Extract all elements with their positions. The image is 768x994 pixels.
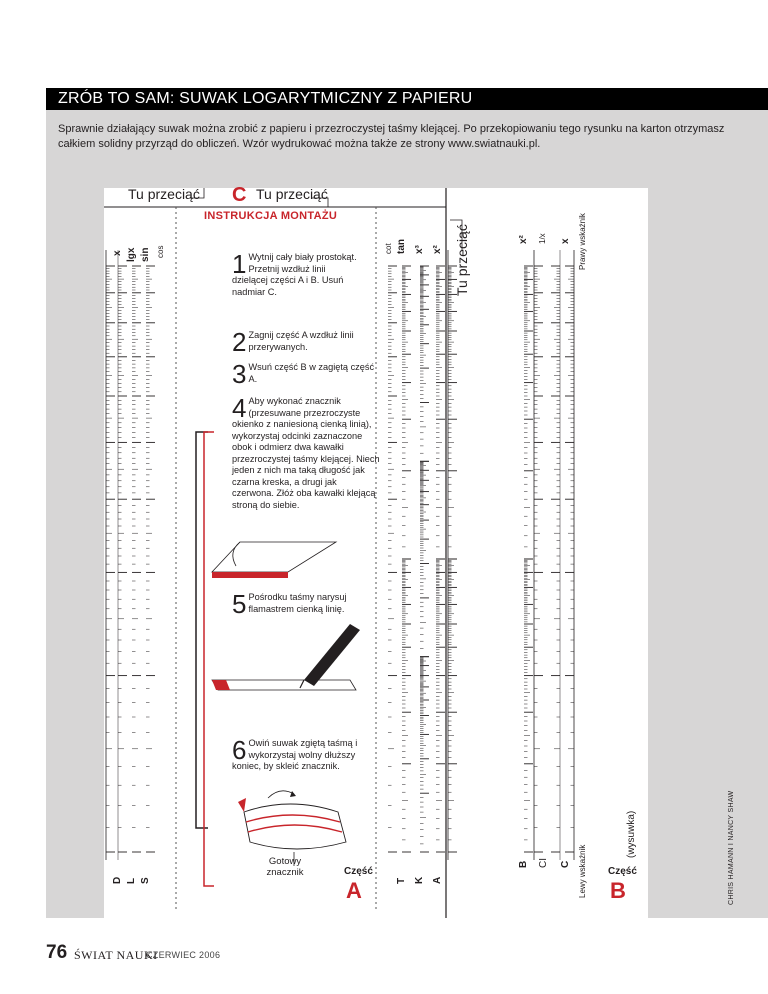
step-3-text: Wsuń część B w zagiętą część A. — [248, 362, 375, 384]
step-1-text: Wytnij cały biały prostokąt. Przetnij wzdłuż linii dzielącej części A i B. Usuń nadmiar C. — [232, 252, 357, 297]
step-3 — [232, 359, 382, 389]
part-c-letter: C — [232, 184, 247, 206]
scale-label-cos: cos — [156, 245, 165, 258]
scale-label-d: D — [112, 876, 123, 884]
scale-label-x: x — [112, 250, 123, 256]
step-5-number: 5 — [232, 589, 247, 619]
scale-label-s: S — [140, 877, 151, 884]
part-b-label: Część — [608, 866, 637, 877]
left-pointer-label: Lewy wskaźnik — [578, 844, 587, 898]
scale-label-cot: cot — [384, 243, 393, 254]
part-a-label: Część — [344, 866, 373, 877]
step-2 — [232, 327, 382, 357]
page-title: ZRÓB TO SAM: SUWAK LOGARYTMICZNY Z PAPIERU — [58, 90, 473, 107]
scale-label-x2-b: x² — [518, 235, 529, 244]
instructions-title: INSTRUKCJA MONTAŻU — [204, 210, 338, 222]
scale-label-a: A — [432, 876, 443, 884]
cut-label-right: Tu przeciąć — [256, 186, 328, 202]
issue-date: CZERWIEC 2006 — [146, 950, 221, 960]
part-a-letter: A — [346, 878, 362, 903]
scale-label-sin: sin — [140, 247, 151, 262]
scale-label-t: T — [396, 877, 407, 884]
intro-paragraph: Sprawnie działający suwak można zrobić z papieru i przezroczystej taśmy klejącej. Po przekopiowaniu tego rysunku na karton otrzymasz całkiem solidny przyrząd do obliczeń. Wzór wydrukować można także ze strony www.swiatnauki.pl. — [58, 123, 725, 150]
step-2-number: 2 — [232, 327, 247, 357]
step-6-number: 6 — [232, 735, 247, 765]
credit-text: CHRIS HAMANN I NANCY SHAW — [728, 790, 735, 905]
step-3-number: 3 — [232, 359, 247, 389]
cut-label-vertical: Tu przeciąć — [454, 224, 470, 296]
step-4-number: 4 — [232, 393, 247, 423]
scale-label-tan: tan — [396, 239, 407, 254]
part-b-letter: B — [610, 878, 626, 903]
pen-illustration — [212, 624, 360, 690]
step-5-text: Pośrodku taśmy narysuj flamastrem cienką linię. — [248, 592, 347, 614]
scale-label-lgx: lgx — [126, 247, 137, 262]
cut-label-left: Tu przeciąć — [128, 186, 200, 202]
scale-label-l: L — [126, 877, 137, 884]
scale-label-b: B — [518, 860, 529, 868]
scale-label-k: K — [414, 876, 425, 884]
scale-label-x3: x³ — [414, 245, 425, 254]
black-length-marker — [196, 432, 208, 828]
step-1 — [232, 249, 362, 298]
scale-label-x-c: x — [560, 238, 571, 244]
marker-illustration — [238, 791, 346, 866]
part-b-note: (wysuwka) — [626, 810, 637, 858]
magazine-name: ŚWIAT NAUKI — [74, 948, 158, 962]
scale-label-c: C — [560, 860, 571, 868]
step-6-text: Owiń suwak zgiętą taśmą i wykorzystaj wolny dłuższy koniec, by skleić znacznik. — [232, 738, 358, 771]
step-4 — [232, 393, 380, 511]
scale-label-x2-a: x² — [432, 245, 443, 254]
step-1-number: 1 — [232, 249, 247, 279]
step-5 — [232, 589, 362, 619]
scale-label-ci: CI — [538, 858, 549, 868]
page-number: 76 — [46, 942, 68, 963]
red-length-marker — [204, 432, 214, 886]
right-pointer-label: Prawy wskaźnik — [578, 213, 587, 270]
scale-label-1x: 1/x — [538, 233, 547, 244]
step-6 — [232, 735, 358, 773]
ready-marker-caption: Gotowy znacznik — [266, 856, 304, 878]
step-2-text: Zagnij część A wzdłuż linii przerywanych. — [248, 330, 354, 352]
tape-illustration — [212, 542, 336, 578]
step-4-text: Aby wykonać znacznik (przesuwane przezroczyste okienko z naniesioną cienką linią), wykorzystaj odcinki zaznaczone obok i odmierz dwa kawałki przezroczystej taśmy klejącej. Niech jeden z nich ma taką długość jak czarna kreska, a drugi jak czerwona. Złóż oba kawałki klejącą stroną do siebie. — [232, 396, 380, 510]
